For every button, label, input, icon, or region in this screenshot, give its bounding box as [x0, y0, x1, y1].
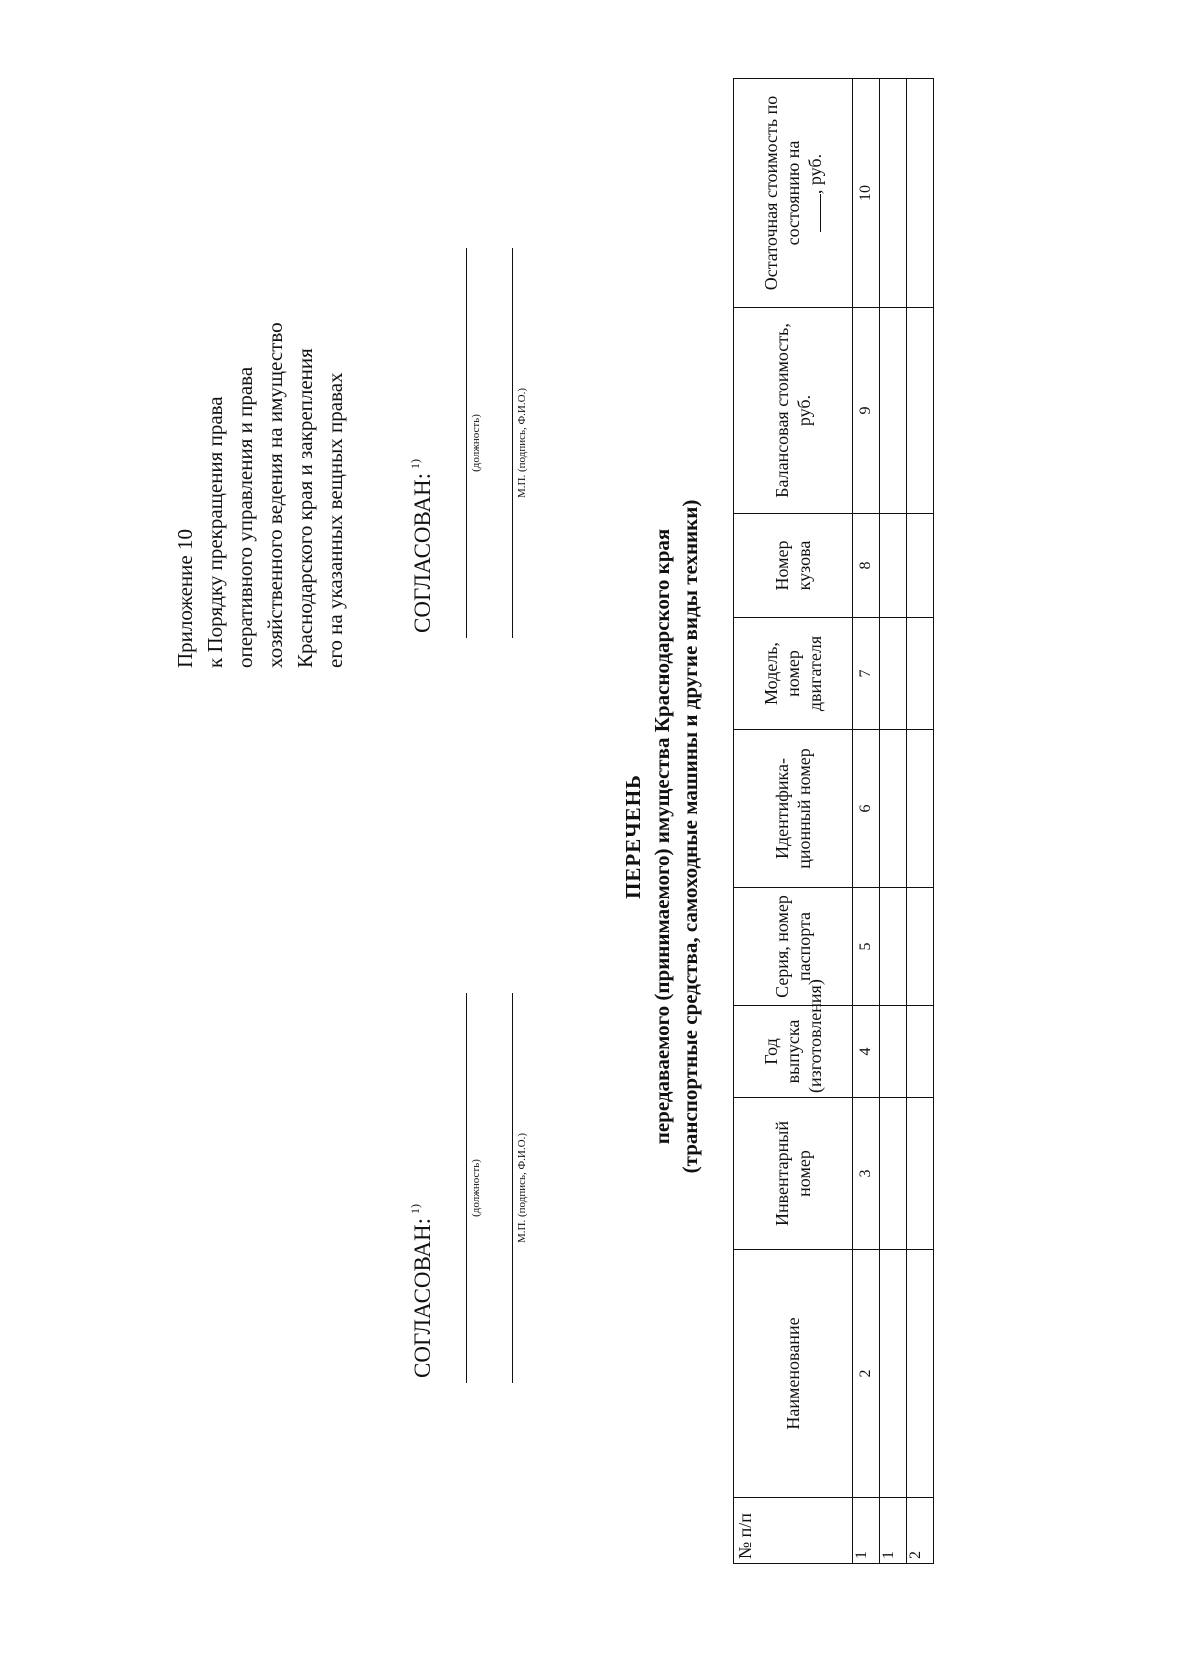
table-cell — [880, 79, 907, 308]
column-header: Инвентарный номер — [734, 1098, 853, 1250]
position-caption: (должность) — [470, 1159, 482, 1217]
table-cell — [907, 308, 934, 514]
approval-block-right — [410, 248, 528, 638]
table-cell — [880, 730, 907, 888]
table-cell — [907, 730, 934, 888]
appendix-line: его на указанных вещных правах — [323, 372, 347, 668]
table-cell — [880, 514, 907, 618]
footnote-mark: 1) — [408, 458, 422, 469]
column-number: 8 — [853, 514, 880, 618]
footnote-mark: 1) — [408, 1203, 422, 1214]
column-number: 2 — [853, 1250, 880, 1498]
table-row — [880, 79, 907, 1564]
table-cell — [907, 79, 934, 308]
signature-caption: М.П. (подпись, Ф.И.О.) — [516, 388, 528, 498]
table-cell — [907, 1006, 934, 1098]
column-header: Модель, номер двигателя — [734, 618, 853, 730]
table-cell — [880, 888, 907, 1006]
column-number: 6 — [853, 730, 880, 888]
document-subtitle: передаваемого (принимаемого) имущества Краснодарского края — [650, 528, 674, 1145]
appendix-line: Приложение 10 — [173, 529, 197, 668]
table-cell — [907, 1098, 934, 1250]
table-cell — [880, 618, 907, 730]
column-number: 10 — [853, 79, 880, 308]
appendix-line: оперативного управления и права — [233, 366, 257, 668]
document-heading — [618, 0, 704, 1673]
column-header: Балансовая стоимость, руб. — [734, 308, 853, 514]
column-number: 4 — [853, 1006, 880, 1098]
table-cell — [907, 1250, 934, 1498]
table-cell — [880, 1006, 907, 1098]
column-header: Наименование — [734, 1250, 853, 1498]
document-title: ПЕРЕЧЕНЬ — [621, 774, 645, 899]
column-header-residual: Остаточная стоимость по состоянию на , руб. — [734, 79, 853, 308]
table-cell — [880, 1098, 907, 1250]
column-number: 5 — [853, 888, 880, 1006]
appendix-line: к Порядку прекращения права — [203, 396, 227, 668]
column-number: 1 — [853, 1498, 880, 1564]
signature-line — [512, 993, 513, 1383]
approval-title: СОГЛАСОВАН:$^{1)}$ — [408, 458, 435, 633]
table-cell — [907, 888, 934, 1006]
approval-title: СОГЛАСОВАН:$^{1)}$ — [408, 1203, 435, 1378]
column-header: Номер кузова — [734, 514, 853, 618]
appendix-line: Краснодарского края и закрепления — [293, 348, 317, 668]
table-cell — [880, 308, 907, 514]
table-row — [907, 79, 934, 1564]
column-header: № п/п — [734, 1498, 853, 1564]
column-number: 3 — [853, 1098, 880, 1250]
column-number: 7 — [853, 618, 880, 730]
appendix-note — [170, 108, 350, 668]
table-cell — [880, 1250, 907, 1498]
column-header: Год выпуска (изготовления) — [734, 1006, 853, 1098]
table-cell — [907, 618, 934, 730]
column-header: Идентифика-ционный номер — [734, 730, 853, 888]
column-number: 9 — [853, 308, 880, 514]
property-list-table — [733, 78, 934, 1564]
position-caption: (должность) — [470, 414, 482, 472]
table-cell — [907, 514, 934, 618]
approval-block-left — [410, 993, 528, 1383]
position-line — [466, 993, 467, 1383]
signature-line — [512, 248, 513, 638]
table-cell: 1 — [880, 1498, 907, 1564]
table-header-row — [734, 79, 853, 1564]
table-cell: 2 — [907, 1498, 934, 1564]
date-blank — [820, 194, 821, 232]
appendix-line: хозяйственного ведения на имущество — [263, 322, 287, 668]
signature-caption: М.П. (подпись, Ф.И.О.) — [516, 1133, 528, 1243]
column-header: Серия, номер паспорта — [734, 888, 853, 1006]
document-subtitle-2: (транспортные средства, самоходные машины и другие виды техники) — [678, 499, 702, 1174]
position-line — [466, 248, 467, 638]
column-number-row — [853, 79, 880, 1564]
